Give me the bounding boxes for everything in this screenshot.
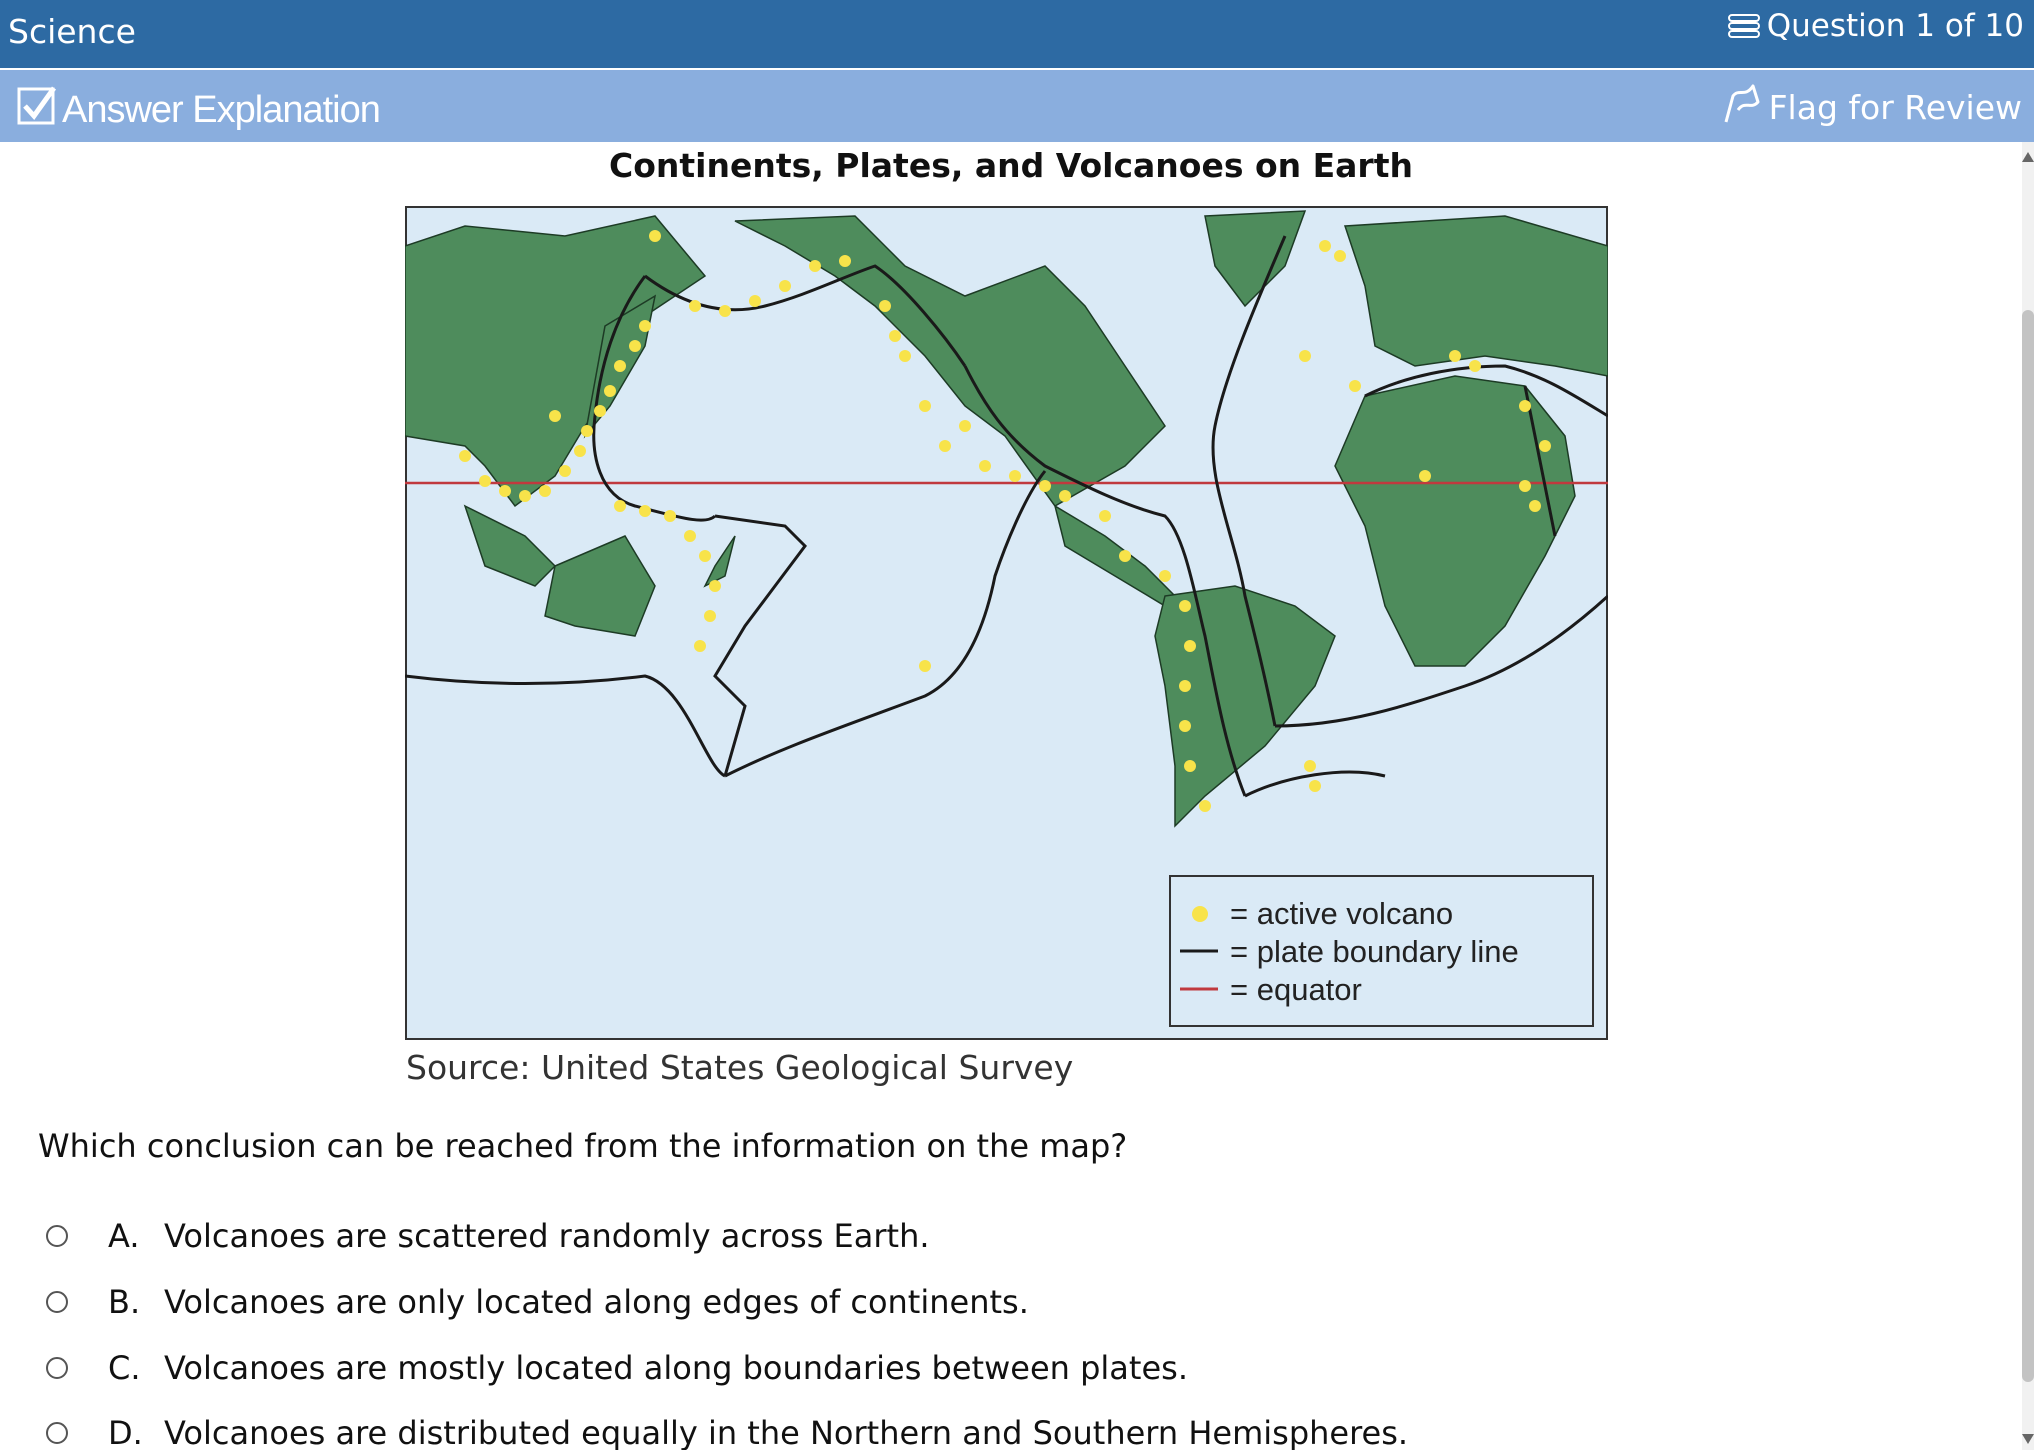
question-counter-label: Question 1 of 10 [1766, 8, 2024, 44]
scroll-thumb[interactable] [2022, 310, 2034, 1382]
choice-b-letter: B. [108, 1283, 141, 1321]
choice-c-text: Volcanoes are mostly located along boundaries between plates. [164, 1349, 1188, 1387]
choice-a-letter: A. [108, 1217, 140, 1255]
choice-d-text: Volcanoes are distributed equally in the Northern and Southern Hemispheres. [164, 1414, 1409, 1450]
answer-explanation-button[interactable] [16, 84, 380, 136]
legend-volcano-symbol [1192, 906, 1208, 922]
question-prompt: Which conclusion can be reached from the information on the map? [38, 1127, 1128, 1165]
subject-title: Science [8, 12, 136, 51]
question-counter[interactable] [1727, 8, 2024, 44]
choice-a[interactable] [46, 1217, 930, 1255]
choice-d-radio[interactable] [46, 1422, 68, 1444]
map-source: Source: United States Geological Survey [406, 1048, 1074, 1087]
scrollbar[interactable] [2022, 142, 2034, 1450]
top-header-bar [0, 0, 2034, 68]
choice-a-text: Volcanoes are scattered randomly across Earth. [164, 1217, 930, 1255]
flag-icon [1723, 82, 1761, 132]
list-icon [1727, 13, 1761, 39]
toolbar [0, 70, 2034, 142]
checkbox-icon [16, 84, 58, 136]
choice-c-radio[interactable] [46, 1357, 68, 1379]
map-title: Continents, Plates, and Volcanoes on Earth [609, 146, 1413, 185]
map-legend [1170, 876, 1593, 1026]
choice-c-letter: C. [108, 1349, 141, 1387]
legend-plate-label: = plate boundary line [1230, 934, 1519, 969]
scroll-up-arrow[interactable] [2022, 152, 2034, 162]
choice-c[interactable] [46, 1349, 1188, 1387]
world-map [405, 206, 1608, 1040]
scroll-down-arrow[interactable] [2022, 1434, 2034, 1444]
choice-b-radio[interactable] [46, 1291, 68, 1313]
choice-d-letter: D. [108, 1414, 143, 1450]
choice-d[interactable] [46, 1414, 1408, 1450]
choice-a-radio[interactable] [46, 1225, 68, 1247]
answer-explanation-label: Answer Explanation [62, 88, 380, 131]
choice-b[interactable] [46, 1283, 1029, 1321]
question-content [0, 142, 2022, 1450]
legend-equator-label: = equator [1230, 972, 1362, 1007]
choice-b-text: Volcanoes are only located along edges of continents. [164, 1283, 1029, 1321]
flag-for-review-button[interactable] [1723, 82, 2022, 132]
flag-for-review-label: Flag for Review [1768, 87, 2022, 127]
legend-volcano-label: = active volcano [1230, 896, 1454, 931]
